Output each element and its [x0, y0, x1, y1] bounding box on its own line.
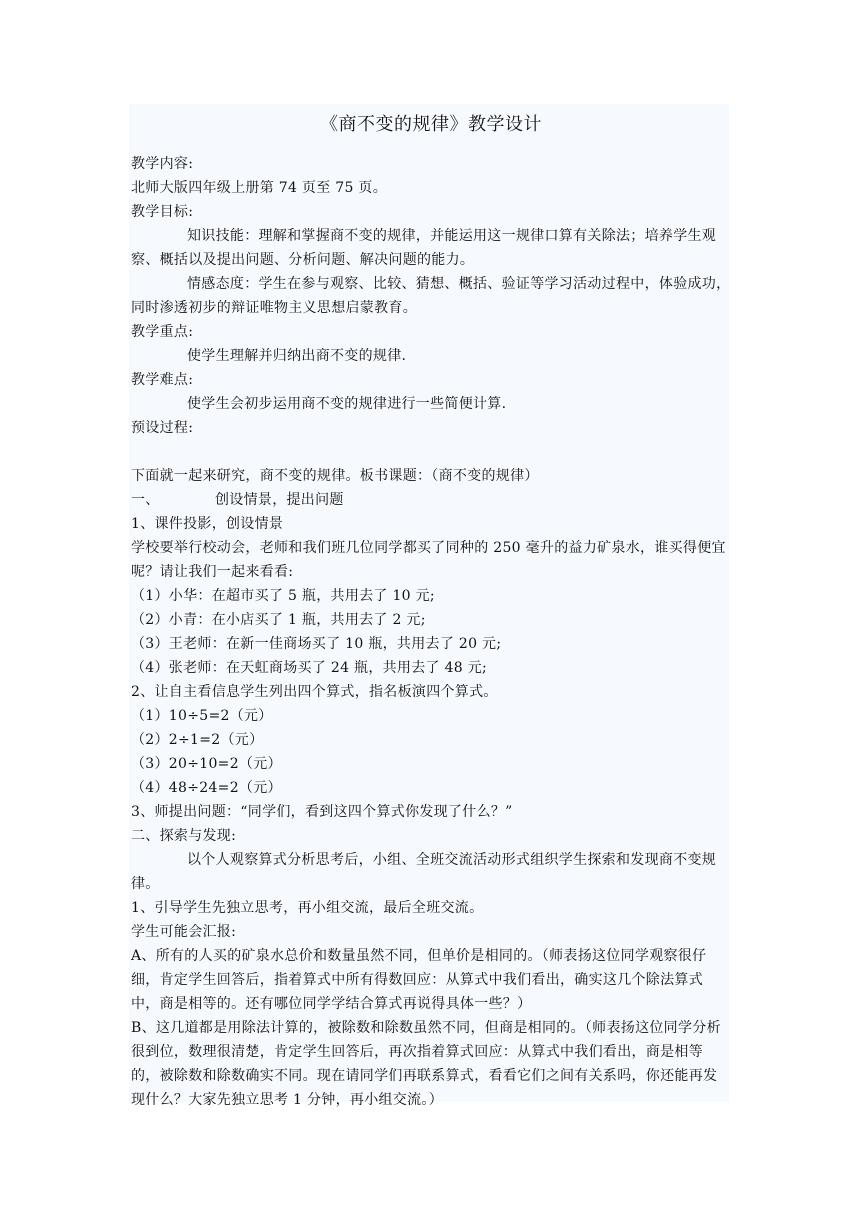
equation: （1）10÷5=2（元） — [131, 708, 273, 724]
section-1-number: 一、 — [131, 492, 160, 508]
report-b: B、这几道都是用除法计算的，被除数和除数虽然不同，但商是相同的。（师表扬这位同学分析很到位，数理很清楚，肯定学生回答后，再次指着算式回应：从算式中我们看出，商是相等的，被除数和除数确实不同。现在请同学们再联系算式，看看它们之间有关系吗，你还能再发现什么？大家先独立思考 1 分钟，再小组交流。） — [131, 1020, 721, 1108]
report-a: A、所有的人买的矿泉水总价和数量虽然不同，但单价是相同的。（师表扬这位同学观察很仔细，肯定学生回答后，指着算式中所有得数回应：从算式中我们看出，确实这几个除法算式中，商是相等的。还有哪位同学学结合算式再说得具体一些？） — [131, 948, 707, 1012]
list-item: （3）王老师：在新一佳商场买了 10 瓶，共用去了 20 元; — [131, 636, 502, 652]
equation: （2）2÷1=2（元） — [131, 732, 264, 748]
difficulty-label: 教学难点: — [131, 372, 194, 388]
report-label: 学生可能会汇报: — [131, 924, 237, 940]
list-item: （1）小华：在超市买了 5 瓶，共用去了 10 元; — [131, 588, 435, 604]
step-2: 2、让自主看信息学生列出四个算式，指名板演四个算式。 — [131, 684, 498, 700]
equation: （3）20÷10=2（元） — [131, 756, 282, 772]
guide-text: 1、引导学生先独立思考，再小组交流，最后全班交流。 — [131, 900, 484, 916]
step-3: 3、师提出问题：“同学们，看到这四个算式你发现了什么？” — [131, 804, 513, 820]
document-content — [131, 102, 731, 1112]
step-1: 1、课件投影，创设情景 — [131, 516, 284, 532]
goal-emotion: 情感态度：学生在参与观察、比较、猜想、概括、验证等学习活动过程中，体验成功，同时渗透初步的辩证唯物主义思想启蒙教育。 — [131, 276, 731, 316]
content-text: 北师大版四年级上册第 74 页至 75 页。 — [131, 180, 388, 196]
goals-label: 教学目标: — [131, 204, 194, 220]
blank-line — [131, 440, 731, 464]
scenario-text: 学校要举行校动会，老师和我们班几位同学都买了同种的 250 毫升的益力矿泉水，谁买得便宜呢？请让我们一起来看看: — [131, 540, 726, 580]
document-title: 《商不变的规律》教学设计 — [320, 114, 542, 135]
list-item: （4）张老师：在天虹商场买了 24 瓶，共用去了 48 元; — [131, 660, 488, 676]
equation: （4）48÷24=2（元） — [131, 780, 282, 796]
goal-knowledge: 知识技能：理解和掌握商不变的规律，并能运用这一规律口算有关除法；培养学生观察、概括以及提出问题、分析问题、解决问题的能力。 — [131, 228, 717, 268]
list-item: （2）小青：在小店买了 1 瓶，共用去了 2 元; — [131, 612, 426, 628]
explore-text: 以个人观察算式分析思考后，小组、全班交流活动形式组织学生探索和发现商不变规律。 — [131, 852, 717, 892]
section-1-title: 创设情景，提出问题 — [215, 492, 344, 508]
section-1-heading — [131, 488, 731, 512]
difficulty-text: 使学生会初步运用商不变的规律进行一些简便计算. — [187, 396, 507, 412]
key-label: 教学重点: — [131, 324, 194, 340]
key-text: 使学生理解并归纳出商不变的规律. — [187, 348, 407, 364]
intro-text: 下面就一起来研究，商不变的规律。板书课题：（商不变的规律） — [131, 468, 539, 484]
section-2-heading: 二、探索与发现: — [131, 828, 237, 844]
content-label: 教学内容: — [131, 156, 194, 172]
process-label: 预设过程: — [131, 420, 194, 436]
